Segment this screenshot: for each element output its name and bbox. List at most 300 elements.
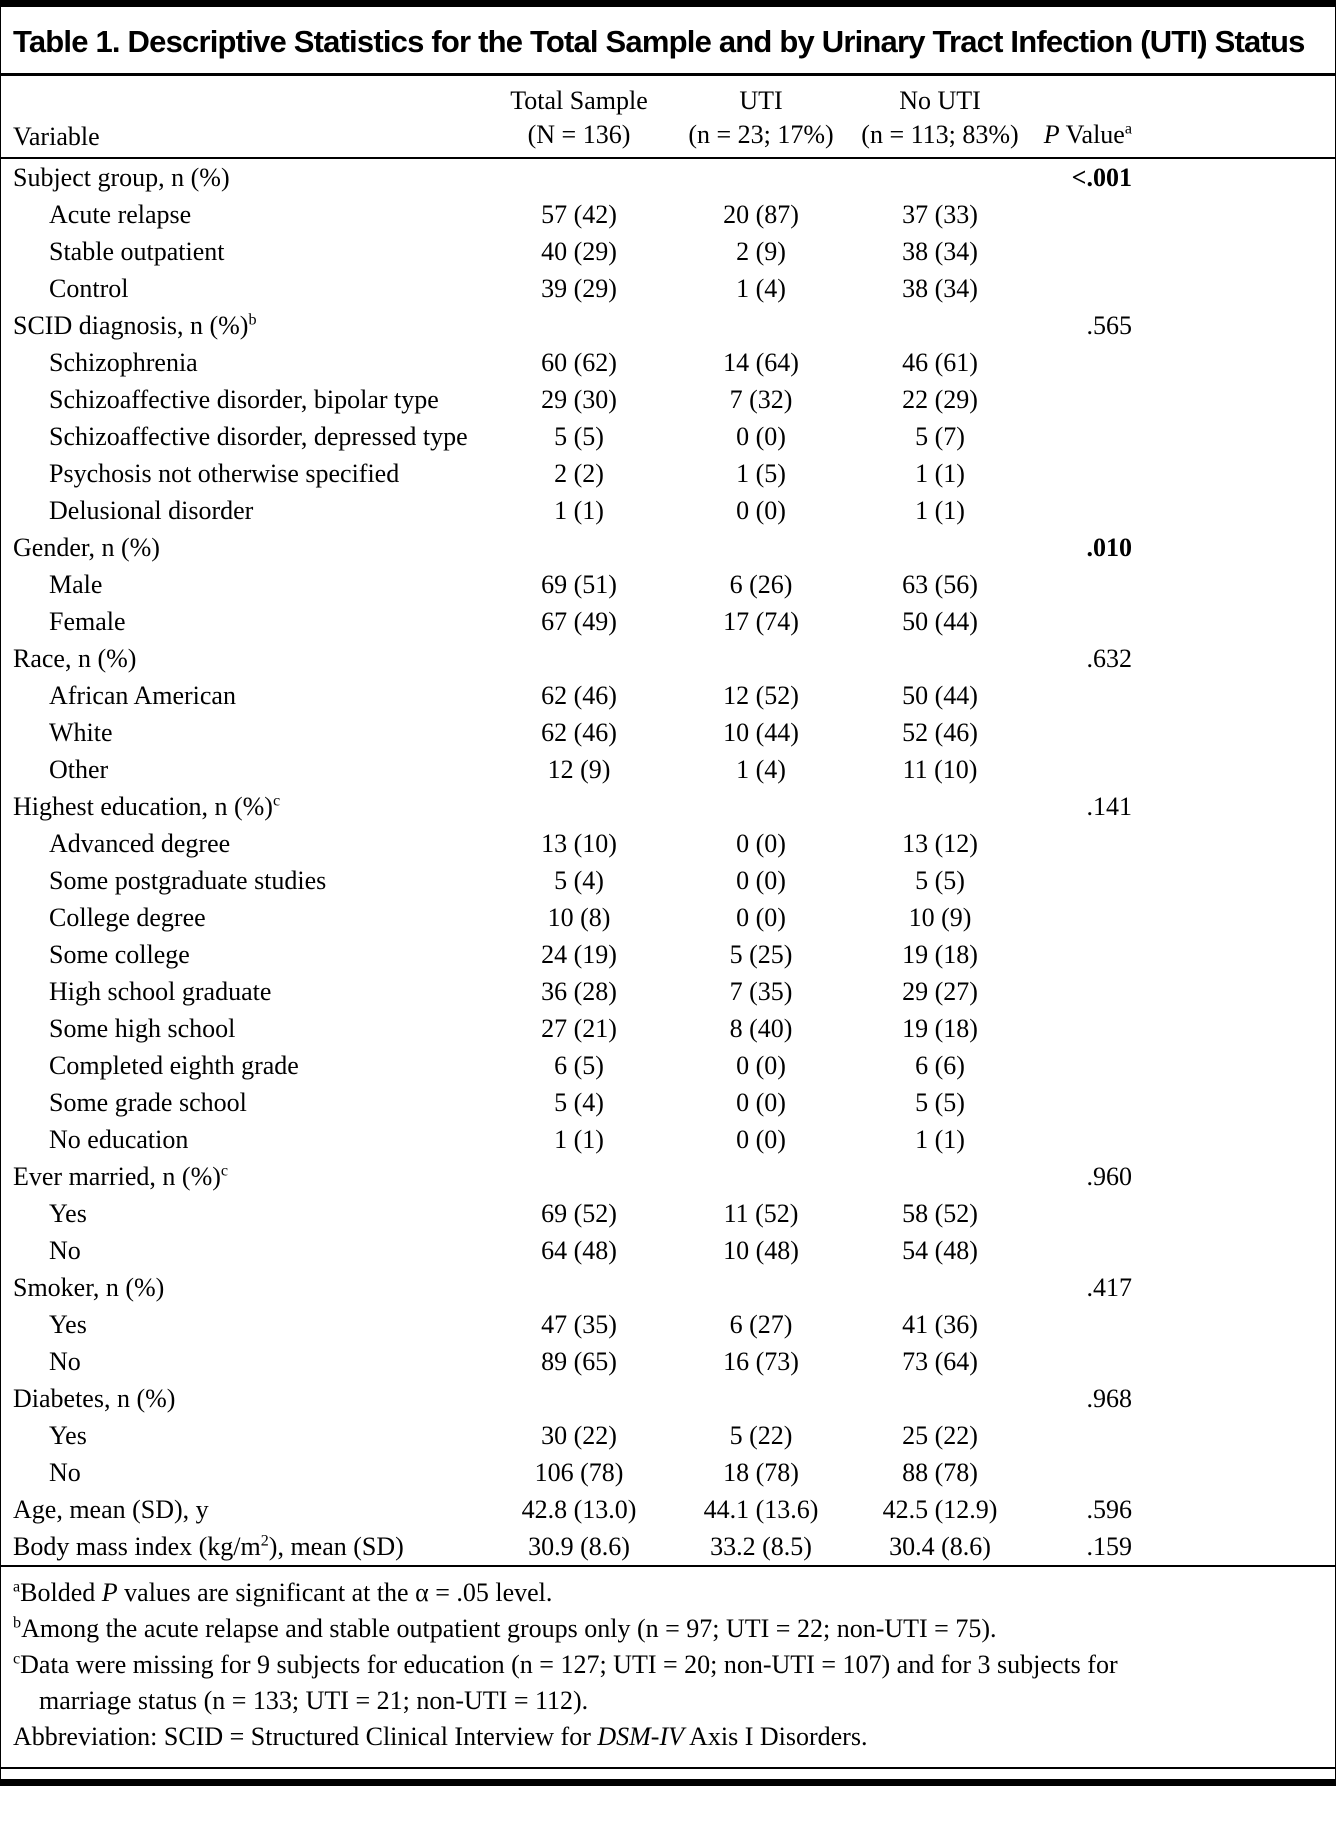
row-label: No	[49, 1236, 81, 1265]
row-label: Control	[49, 274, 129, 303]
no-uti-value: 54 (48)	[902, 1236, 978, 1265]
p-value	[1033, 381, 1140, 418]
total-sample-value: 69 (51)	[541, 570, 617, 599]
table-row	[1, 1343, 1335, 1380]
p-value	[1033, 1454, 1140, 1491]
row-spacer	[1140, 455, 1335, 492]
uti-value: 1 (5)	[736, 459, 786, 488]
no-uti-value: 41 (36)	[902, 1310, 978, 1339]
uti-value: 33.2 (8.5)	[710, 1532, 812, 1561]
table-row	[1, 1158, 1335, 1195]
p-value	[1033, 492, 1140, 529]
row-label: SCID diagnosis, n (%)$^b$	[13, 311, 257, 340]
no-uti-value: 19 (18)	[902, 1014, 978, 1043]
no-uti-value: 37 (33)	[902, 200, 978, 229]
row-spacer	[1140, 1047, 1335, 1084]
no-uti-value	[847, 307, 1033, 344]
no-uti-value	[847, 529, 1033, 566]
no-uti-value: 38 (34)	[902, 274, 978, 303]
row-label: Male	[49, 570, 103, 599]
superscript: a	[1124, 120, 1132, 138]
row-spacer	[1140, 714, 1335, 751]
total-sample-value: 57 (42)	[541, 200, 617, 229]
no-uti-value: 11 (10)	[902, 755, 978, 784]
no-uti-value	[847, 640, 1033, 677]
row-label: No education	[49, 1125, 189, 1154]
p-value	[1033, 862, 1140, 899]
row-spacer	[1140, 1195, 1335, 1232]
uti-value: 1 (4)	[736, 755, 786, 784]
uti-value: 10 (48)	[723, 1236, 799, 1265]
row-spacer	[1140, 1121, 1335, 1158]
p-value	[1033, 1343, 1140, 1380]
column-header-uti	[675, 76, 847, 158]
no-uti-value: 42.5 (12.9)	[882, 1495, 998, 1524]
row-spacer	[1140, 492, 1335, 529]
total-sample-value: 62 (46)	[541, 718, 617, 747]
total-sample-value: 40 (29)	[541, 237, 617, 266]
row-label: Race, n (%)	[13, 644, 137, 673]
uti-value	[675, 158, 847, 196]
uti-value: 6 (27)	[729, 1310, 793, 1339]
total-sample-value: 47 (35)	[541, 1310, 617, 1339]
row-label: Some high school	[49, 1014, 236, 1043]
superscript: c	[13, 1650, 21, 1668]
p-value: .565	[1086, 311, 1132, 340]
total-sample-value	[483, 788, 675, 825]
table-row	[1, 233, 1335, 270]
total-sample-value: 30 (22)	[541, 1421, 617, 1450]
bottom-gap	[1, 1769, 1335, 1779]
table-row	[1, 603, 1335, 640]
total-sample-value: 5 (5)	[554, 422, 604, 451]
p-value	[1033, 899, 1140, 936]
column-header-line1: No UTI	[899, 86, 981, 115]
table-row	[1, 936, 1335, 973]
p-value	[1033, 751, 1140, 788]
no-uti-value: 52 (46)	[902, 718, 978, 747]
column-header-no-uti	[847, 76, 1033, 158]
p-value	[1033, 1306, 1140, 1343]
row-label: Some college	[49, 940, 190, 969]
uti-value	[675, 529, 847, 566]
row-label: Ever married, n (%)$^c$	[13, 1162, 229, 1191]
table-row	[1, 825, 1335, 862]
row-label: No	[49, 1458, 81, 1487]
uti-value: 20 (87)	[723, 200, 799, 229]
no-uti-value	[847, 1269, 1033, 1306]
total-sample-value: 30.9 (8.6)	[528, 1532, 630, 1561]
no-uti-value: 1 (1)	[915, 459, 965, 488]
no-uti-value: 13 (12)	[902, 829, 978, 858]
no-uti-value: 29 (27)	[902, 977, 978, 1006]
total-sample-value: 89 (65)	[541, 1347, 617, 1376]
uti-value: 0 (0)	[736, 866, 786, 895]
table-row	[1, 1306, 1335, 1343]
p-value: .010	[1086, 533, 1132, 562]
row-label: Delusional disorder	[49, 496, 254, 525]
no-uti-value: 19 (18)	[902, 940, 978, 969]
table-title: Table 1. Descriptive Statistics for the Total Sample and by Urinary Tract Infection (UTI) Status	[1, 7, 1335, 76]
no-uti-value: 1 (1)	[915, 1125, 965, 1154]
uti-value: 5 (22)	[729, 1421, 793, 1450]
p-value	[1033, 1084, 1140, 1121]
row-label: Gender, n (%)	[13, 533, 160, 562]
p-value	[1033, 1195, 1140, 1232]
row-spacer	[1140, 640, 1335, 677]
column-header-spacer	[1140, 76, 1335, 158]
no-uti-value	[847, 158, 1033, 196]
uti-value: 0 (0)	[736, 496, 786, 525]
total-sample-value	[483, 529, 675, 566]
table-row	[1, 1010, 1335, 1047]
p-value	[1033, 1047, 1140, 1084]
footnote: Abbreviation: SCID = Structured Clinical Interview for DSM-IV Axis I Disorders.	[13, 1722, 868, 1751]
column-header-line1: UTI	[739, 86, 783, 115]
row-label: Highest education, n (%)$^c$	[13, 792, 281, 821]
p-value: .632	[1086, 644, 1132, 673]
row-spacer	[1140, 158, 1335, 196]
uti-value: 17 (74)	[723, 607, 799, 636]
table-row	[1, 1528, 1335, 1565]
uti-value	[675, 307, 847, 344]
uti-value: 12 (52)	[723, 681, 799, 710]
no-uti-value: 38 (34)	[902, 237, 978, 266]
total-sample-value: 10 (8)	[547, 903, 611, 932]
no-uti-value: 50 (44)	[902, 607, 978, 636]
uti-value: 8 (40)	[729, 1014, 793, 1043]
table-row	[1, 270, 1335, 307]
no-uti-value: 10 (9)	[908, 903, 972, 932]
total-sample-value: 62 (46)	[541, 681, 617, 710]
row-spacer	[1140, 381, 1335, 418]
column-header-variable: Variable	[1, 76, 483, 158]
row-label: Yes	[49, 1199, 87, 1228]
p-value	[1033, 936, 1140, 973]
table-row	[1, 1380, 1335, 1417]
row-spacer	[1140, 1343, 1335, 1380]
total-sample-value: 64 (48)	[541, 1236, 617, 1265]
row-label: No	[49, 1347, 81, 1376]
uti-value: 0 (0)	[736, 903, 786, 932]
p-value	[1033, 1417, 1140, 1454]
table-row	[1, 158, 1335, 196]
total-sample-value: 106 (78)	[534, 1458, 624, 1487]
p-value	[1033, 566, 1140, 603]
no-uti-value: 5 (5)	[915, 1088, 965, 1117]
total-sample-value	[483, 1380, 675, 1417]
table-body	[1, 158, 1335, 1565]
p-value	[1033, 233, 1140, 270]
table-row	[1, 196, 1335, 233]
superscript: 2	[260, 1532, 269, 1550]
row-spacer	[1140, 566, 1335, 603]
total-sample-value: 13 (10)	[541, 829, 617, 858]
p-value: .417	[1086, 1273, 1132, 1302]
superscript: b	[13, 1614, 22, 1632]
table-row	[1, 751, 1335, 788]
total-sample-value	[483, 640, 675, 677]
p-value	[1033, 455, 1140, 492]
uti-value	[675, 1158, 847, 1195]
p-value	[1033, 270, 1140, 307]
uti-value: 0 (0)	[736, 422, 786, 451]
row-spacer	[1140, 899, 1335, 936]
total-sample-value: 1 (1)	[554, 1125, 604, 1154]
row-label: White	[49, 718, 113, 747]
uti-value: 0 (0)	[736, 829, 786, 858]
row-spacer	[1140, 1417, 1335, 1454]
uti-value: 7 (35)	[729, 977, 793, 1006]
p-value	[1033, 1121, 1140, 1158]
table-row	[1, 640, 1335, 677]
no-uti-value	[847, 788, 1033, 825]
row-spacer	[1140, 973, 1335, 1010]
row-label: Yes	[49, 1310, 87, 1339]
row-label: Acute relapse	[49, 200, 192, 229]
total-sample-value: 27 (21)	[541, 1014, 617, 1043]
table-row	[1, 862, 1335, 899]
table-row	[1, 566, 1335, 603]
table-row	[1, 1121, 1335, 1158]
footnote: $^a$Bolded P values are significant at the α = .05 level.	[13, 1578, 553, 1607]
total-sample-value	[483, 1269, 675, 1306]
table-row	[1, 1269, 1335, 1306]
table-row	[1, 1232, 1335, 1269]
p-value	[1033, 677, 1140, 714]
row-spacer	[1140, 603, 1335, 640]
no-uti-value: 73 (64)	[902, 1347, 978, 1376]
no-uti-value: 1 (1)	[915, 496, 965, 525]
row-spacer	[1140, 825, 1335, 862]
table-row	[1, 381, 1335, 418]
table-row	[1, 1195, 1335, 1232]
row-label: Stable outpatient	[49, 237, 225, 266]
row-label: Body mass index $(kg/m^2)$, mean (SD)	[13, 1532, 404, 1561]
p-value: .596	[1086, 1495, 1132, 1524]
total-sample-value	[483, 307, 675, 344]
footnote: $^c$Data were missing for 9 subjects for education (n = 127; UTI = 20; non-UTI = 107) and for 3 subjects for marriage status (n = 133; UTI = 21; non-UTI = 112).	[13, 1650, 1118, 1715]
column-header-line2: (n = 113; 83%)	[861, 120, 1019, 149]
row-spacer	[1140, 1528, 1335, 1565]
row-spacer	[1140, 1010, 1335, 1047]
table-row	[1, 973, 1335, 1010]
row-spacer	[1140, 862, 1335, 899]
table-row	[1, 492, 1335, 529]
row-spacer	[1140, 788, 1335, 825]
table-row	[1, 455, 1335, 492]
superscript: c	[220, 1162, 229, 1180]
row-spacer	[1140, 1158, 1335, 1195]
footnote: $^b$Among the acute relapse and stable outpatient groups only (n = 97; UTI = 22; non-UTI = 75).	[13, 1614, 997, 1643]
row-spacer	[1140, 1380, 1335, 1417]
total-sample-value: 39 (29)	[541, 274, 617, 303]
header-row	[1, 76, 1335, 158]
row-label: Yes	[49, 1421, 87, 1450]
total-sample-value: 1 (1)	[554, 496, 604, 525]
row-label: Psychosis not otherwise specified	[49, 459, 400, 488]
row-label: Subject group, n (%)	[13, 163, 230, 192]
uti-value: 7 (32)	[729, 385, 793, 414]
italic-text: P	[101, 1578, 118, 1607]
superscript: b	[248, 311, 257, 329]
uti-value: 0 (0)	[736, 1051, 786, 1080]
no-uti-value: 50 (44)	[902, 681, 978, 710]
table-row	[1, 1047, 1335, 1084]
row-label: High school graduate	[49, 977, 272, 1006]
italic-text: DSM-IV	[597, 1722, 685, 1751]
uti-value: 11 (52)	[723, 1199, 799, 1228]
total-sample-value: 36 (28)	[541, 977, 617, 1006]
row-label: Diabetes, n (%)	[13, 1384, 176, 1413]
row-spacer	[1140, 529, 1335, 566]
no-uti-value	[847, 1380, 1033, 1417]
column-header-line1: Total Sample	[510, 86, 648, 115]
uti-value: 18 (78)	[723, 1458, 799, 1487]
uti-value	[675, 788, 847, 825]
p-value: .159	[1086, 1532, 1132, 1561]
superscript: a	[13, 1578, 21, 1596]
row-label: Schizoaffective disorder, depressed type	[49, 422, 468, 451]
no-uti-value	[847, 1158, 1033, 1195]
row-label: College degree	[49, 903, 206, 932]
row-spacer	[1140, 936, 1335, 973]
total-sample-value	[483, 1158, 675, 1195]
row-label: Some grade school	[49, 1088, 247, 1117]
row-spacer	[1140, 1269, 1335, 1306]
row-label: African American	[49, 681, 236, 710]
p-value	[1033, 825, 1140, 862]
total-sample-value: 42.8 (13.0)	[521, 1495, 637, 1524]
uti-value: 10 (44)	[723, 718, 799, 747]
table-row	[1, 788, 1335, 825]
no-uti-value: 5 (7)	[915, 422, 965, 451]
no-uti-value: 30.4 (8.6)	[889, 1532, 991, 1561]
table-row	[1, 1491, 1335, 1528]
total-sample-value: 5 (4)	[554, 1088, 604, 1117]
footnotes	[1, 1565, 1335, 1769]
row-label: Schizoaffective disorder, bipolar type	[49, 385, 439, 414]
column-header-total-sample	[483, 76, 675, 158]
row-spacer	[1140, 1084, 1335, 1121]
p-value: .141	[1086, 792, 1132, 821]
uti-value	[675, 640, 847, 677]
table-row	[1, 307, 1335, 344]
p-value-rest: Value	[1059, 120, 1125, 149]
total-sample-value: 67 (49)	[541, 607, 617, 636]
total-sample-value: 69 (52)	[541, 1199, 617, 1228]
uti-value: 2 (9)	[736, 237, 786, 266]
uti-value: 6 (26)	[729, 570, 793, 599]
total-sample-value: 29 (30)	[541, 385, 617, 414]
p-value	[1033, 603, 1140, 640]
table-row	[1, 1084, 1335, 1121]
table-row	[1, 714, 1335, 751]
row-spacer	[1140, 418, 1335, 455]
table-row	[1, 1417, 1335, 1454]
total-sample-value: 12 (9)	[547, 755, 611, 784]
column-header-line2: (N = 136)	[527, 120, 631, 149]
uti-value: 44.1 (13.6)	[703, 1495, 819, 1524]
total-sample-value: 60 (62)	[541, 348, 617, 377]
table-row	[1, 1454, 1335, 1491]
row-label: Age, mean (SD), y	[13, 1495, 209, 1524]
total-sample-value: 24 (19)	[541, 940, 617, 969]
row-label: Smoker, n (%)	[13, 1273, 165, 1302]
row-spacer	[1140, 344, 1335, 381]
uti-value: 0 (0)	[736, 1088, 786, 1117]
row-label: Schizophrenia	[49, 348, 198, 377]
total-sample-value: 6 (5)	[554, 1051, 604, 1080]
superscript: c	[272, 792, 281, 810]
row-spacer	[1140, 233, 1335, 270]
table-row	[1, 418, 1335, 455]
column-header-line2: (n = 23; 17%)	[688, 120, 834, 149]
p-value	[1033, 1010, 1140, 1047]
row-label: Some postgraduate studies	[49, 866, 327, 895]
row-spacer	[1140, 1232, 1335, 1269]
p-value	[1033, 344, 1140, 381]
p-value	[1033, 418, 1140, 455]
p-value	[1033, 714, 1140, 751]
row-label: Other	[49, 755, 109, 784]
row-label: Advanced degree	[49, 829, 231, 858]
p-value: .960	[1086, 1162, 1132, 1191]
no-uti-value: 58 (52)	[902, 1199, 978, 1228]
row-label: Female	[49, 607, 126, 636]
total-sample-value	[483, 158, 675, 196]
no-uti-value: 46 (61)	[902, 348, 978, 377]
p-value-italic: P	[1043, 120, 1060, 149]
no-uti-value: 25 (22)	[902, 1421, 978, 1450]
table-row	[1, 529, 1335, 566]
uti-value: 5 (25)	[729, 940, 793, 969]
row-spacer	[1140, 751, 1335, 788]
row-spacer	[1140, 1306, 1335, 1343]
descriptive-statistics-table	[1, 76, 1335, 1565]
no-uti-value: 6 (6)	[915, 1051, 965, 1080]
row-label: Completed eighth grade	[49, 1051, 299, 1080]
uti-value: 0 (0)	[736, 1125, 786, 1154]
row-spacer	[1140, 677, 1335, 714]
no-uti-value: 63 (56)	[902, 570, 978, 599]
table-row	[1, 344, 1335, 381]
uti-value: 1 (4)	[736, 274, 786, 303]
row-spacer	[1140, 1454, 1335, 1491]
row-spacer	[1140, 196, 1335, 233]
no-uti-value: 22 (29)	[902, 385, 978, 414]
row-spacer	[1140, 307, 1335, 344]
p-value: .968	[1086, 1384, 1132, 1413]
uti-value: 14 (64)	[723, 348, 799, 377]
uti-value: 16 (73)	[723, 1347, 799, 1376]
no-uti-value: 5 (5)	[915, 866, 965, 895]
p-value	[1033, 1232, 1140, 1269]
row-spacer	[1140, 1491, 1335, 1528]
total-sample-value: 5 (4)	[554, 866, 604, 895]
p-value: <.001	[1071, 163, 1132, 192]
uti-value	[675, 1380, 847, 1417]
table-row	[1, 899, 1335, 936]
p-value	[1033, 196, 1140, 233]
column-header-p-value	[1033, 76, 1140, 158]
total-sample-value: 2 (2)	[554, 459, 604, 488]
no-uti-value: 88 (78)	[902, 1458, 978, 1487]
p-value	[1033, 973, 1140, 1010]
table-row	[1, 677, 1335, 714]
uti-value	[675, 1269, 847, 1306]
row-spacer	[1140, 270, 1335, 307]
